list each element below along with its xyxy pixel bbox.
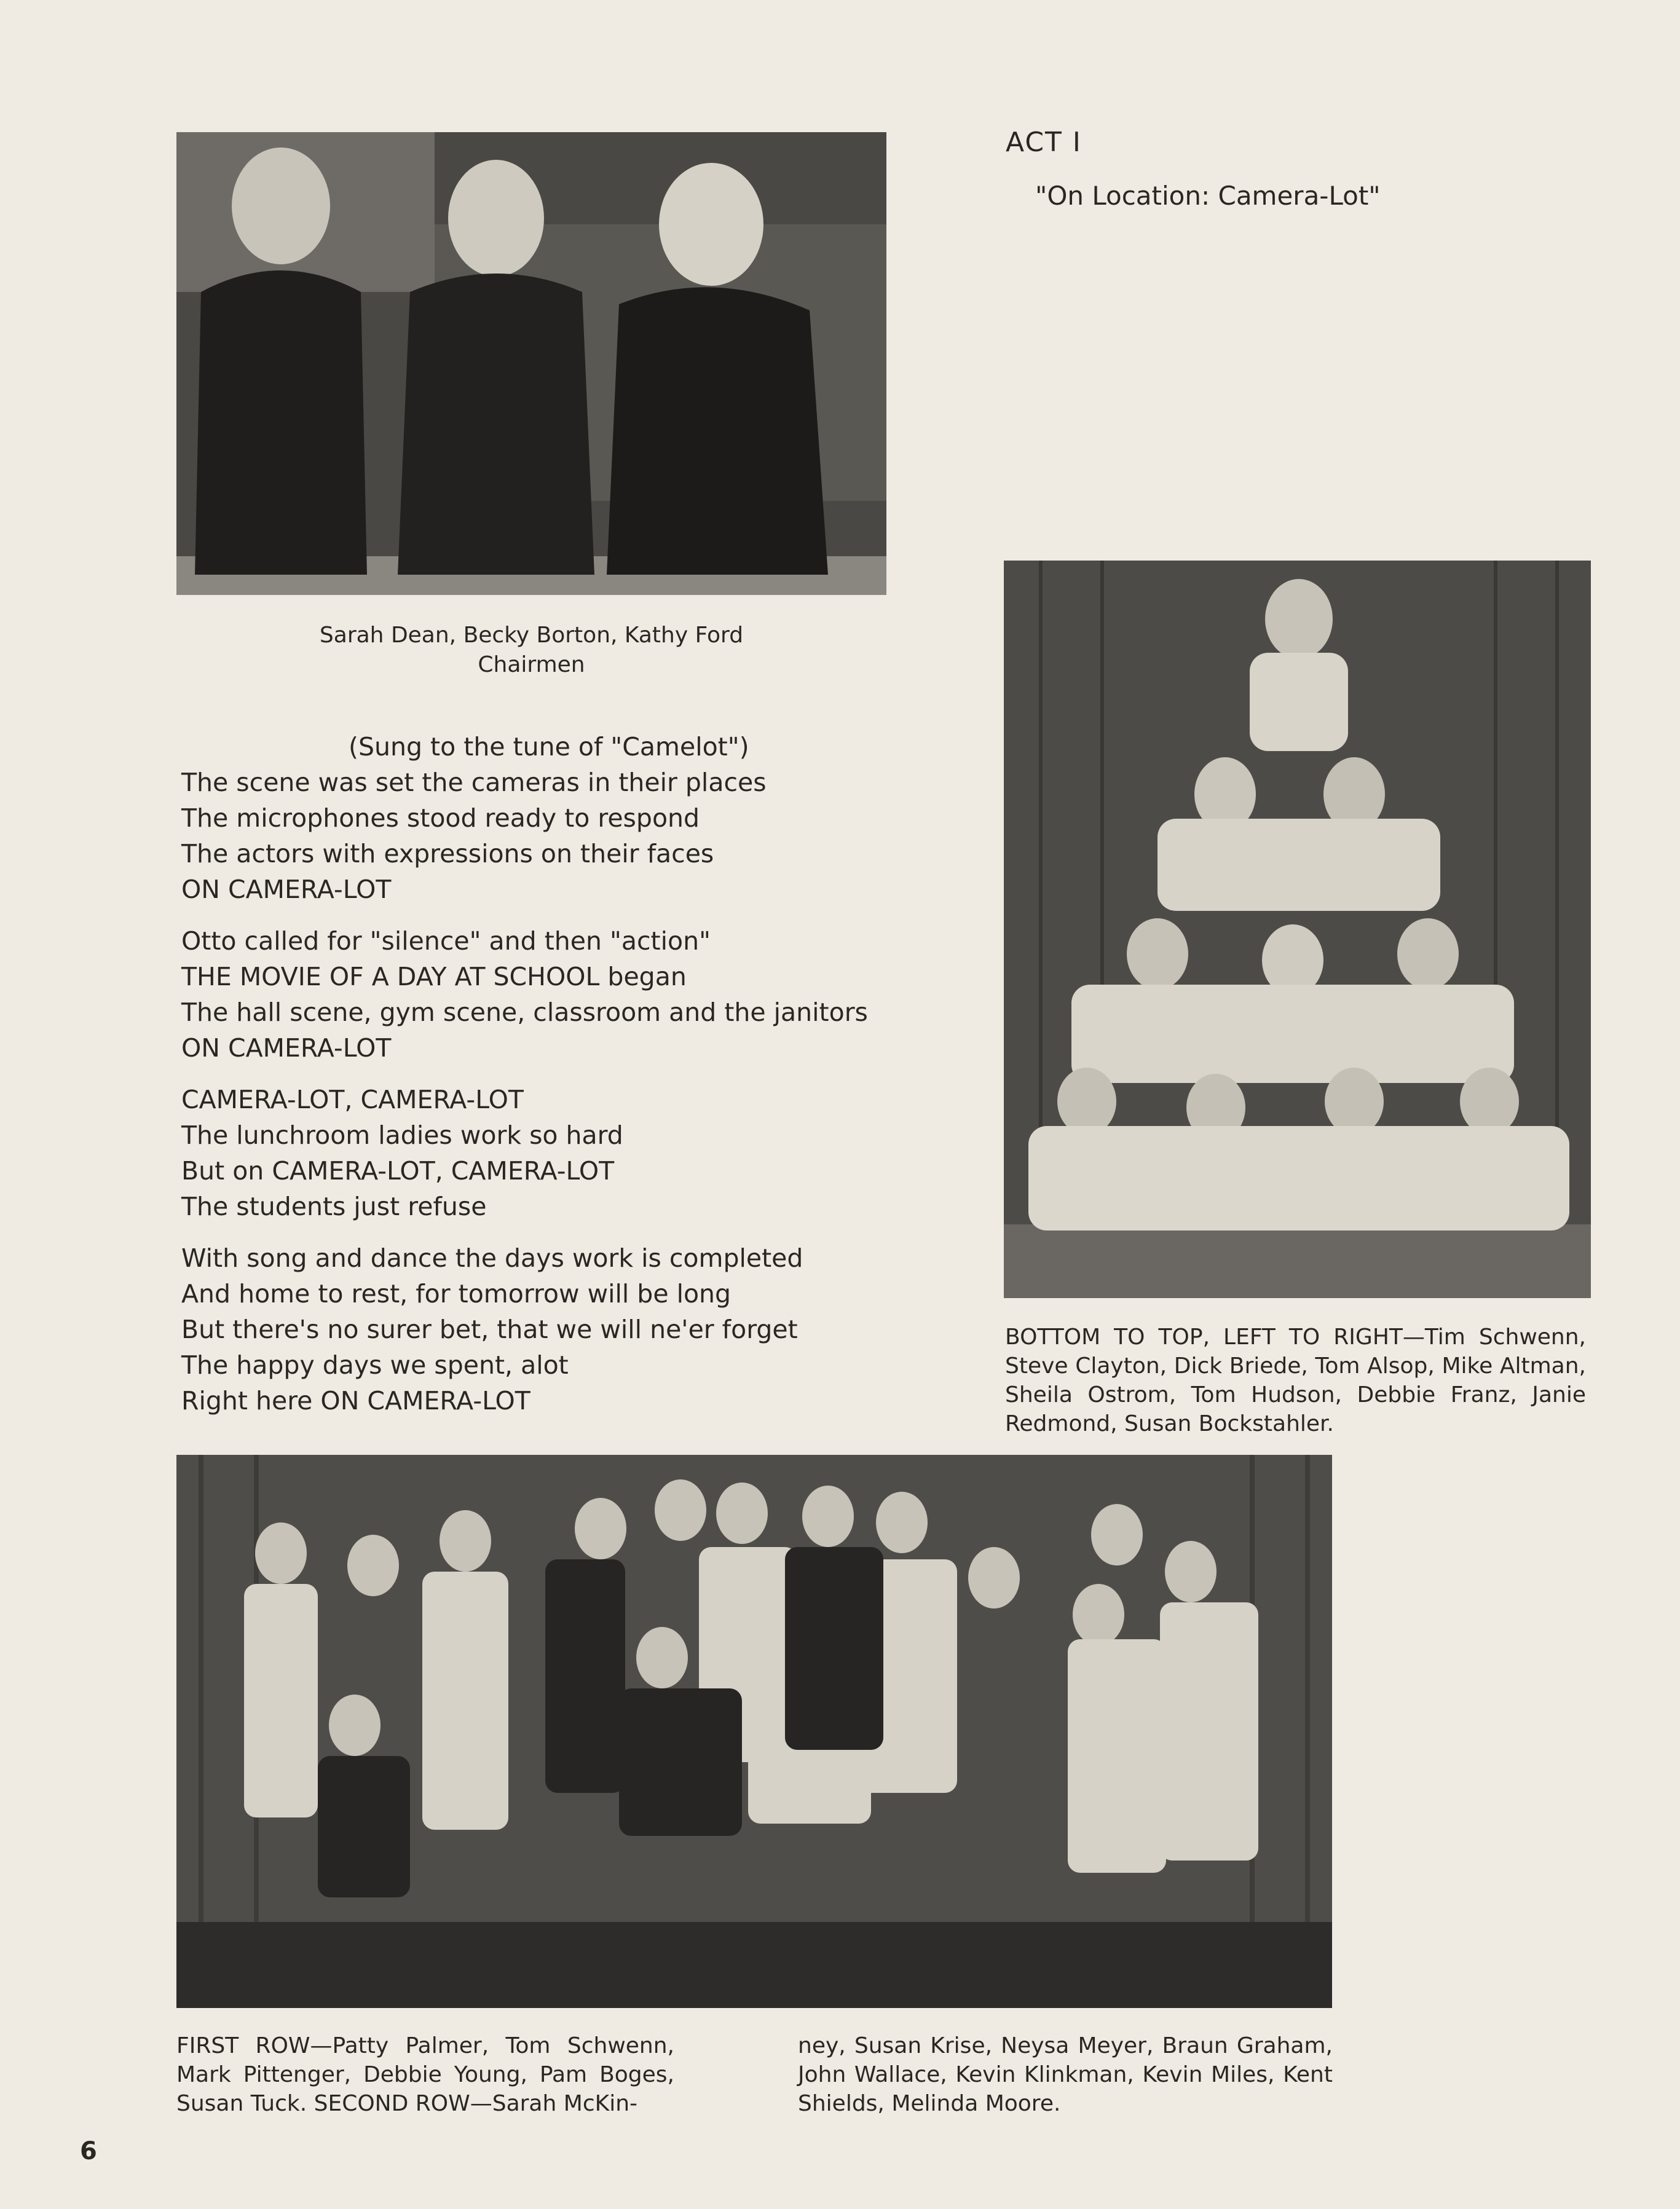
lyric-line: The lunchroom ladies work so hard <box>181 1120 623 1150</box>
lyric-line: The hall scene, gym scene, classroom and the janitors <box>181 998 868 1027</box>
pyramid-photo <box>1004 561 1591 1298</box>
stanza-2 <box>181 923 980 1066</box>
chairmen-caption-names: Sarah Dean, Becky Borton, Kathy Ford <box>319 623 744 648</box>
lyric-line: The actors with expressions on their faces <box>181 839 714 868</box>
chairmen-caption <box>176 621 886 680</box>
lyric-line: CAMERA-LOT, CAMERA-LOT <box>181 1085 524 1114</box>
pyramid-caption: BOTTOM TO TOP, LEFT TO RIGHT—Tim Schwenn, Steve Clayton, Dick Briede, Tom Alsop, Mike Altman, Sheila Ostrom, Tom Hudson, Debbie Franz, Janie Redmond, Susan Bockstahler. <box>1005 1325 1586 1436</box>
stanza-4 <box>181 1240 980 1419</box>
stanza-3 <box>181 1082 980 1224</box>
lyric-line: Right here ON CAMERA-LOT <box>181 1386 530 1416</box>
lyric-line: With song and dance the days work is completed <box>181 1243 803 1273</box>
lyric-line: But on CAMERA-LOT, CAMERA-LOT <box>181 1156 615 1186</box>
group-photo <box>176 1455 1332 2008</box>
act-heading: ACT I <box>1006 127 1082 158</box>
lyric-line: ON CAMERA-LOT <box>181 1033 392 1063</box>
page-number: 6 <box>80 2137 97 2165</box>
chairmen-caption-title: Chairmen <box>478 652 585 677</box>
chairmen-photo <box>176 132 886 595</box>
lyric-line: And home to rest, for tomorrow will be long <box>181 1279 732 1309</box>
song-lyrics <box>181 729 980 1435</box>
stanza-1 <box>181 765 980 907</box>
lyric-line: The happy days we spent, alot <box>181 1350 569 1380</box>
lyric-line: The microphones stood ready to respond <box>181 803 700 833</box>
lyric-line: The scene was set the cameras in their places <box>181 768 767 797</box>
lyric-line: Otto called for "silence" and then "action" <box>181 926 711 956</box>
lyric-line: But there's no surer bet, that we will ne'er forget <box>181 1315 798 1344</box>
lyric-line: The students just refuse <box>181 1192 487 1221</box>
group-caption-col1: FIRST ROW—Patty Palmer, Tom Schwenn, Mark Pittenger, Debbie Young, Pam Boges, Susan Tuck. SECOND ROW—Sarah McKin- <box>176 2033 674 2116</box>
act-subtitle: "On Location: Camera-Lot" <box>1035 181 1381 211</box>
lyric-line: THE MOVIE OF A DAY AT SCHOOL began <box>181 962 687 991</box>
group-caption-col2: ney, Susan Krise, Neysa Meyer, Braun Graham, John Wallace, Kevin Klinkman, Kevin Miles, Kent Shields, Melinda Moore. <box>798 2033 1333 2116</box>
lyric-line: ON CAMERA-LOT <box>181 875 392 904</box>
song-intro: (Sung to the tune of "Camelot") <box>349 732 749 762</box>
